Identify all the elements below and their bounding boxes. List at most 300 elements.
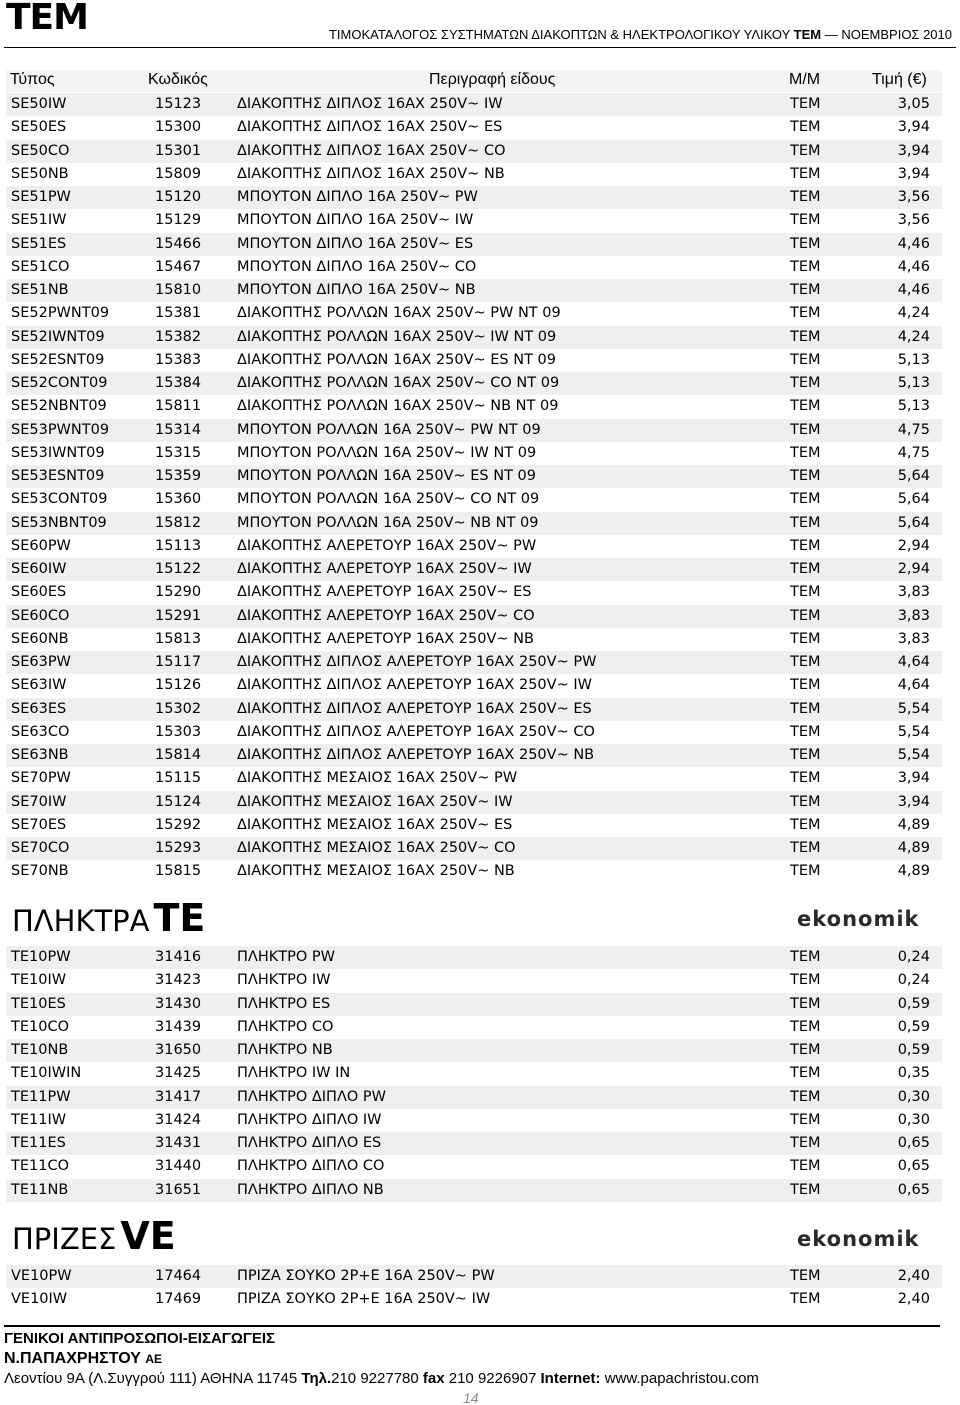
row-code: 15383	[155, 351, 202, 368]
table-row	[6, 1132, 942, 1155]
row-description: ΜΠΟΥΤΟΝ ΡΟΛΛΩΝ 16A 250V~ CO NT 09	[237, 491, 540, 508]
column-header-price: Τιμή (€)	[872, 71, 927, 88]
table-row	[6, 698, 942, 721]
row-description: ΠΛΗΚΤΡΟ ΔΙΠΛΟ ES	[237, 1135, 382, 1151]
row-description: ΔΙΑΚΟΠΤΗΣ ΔΙΠΛΟΣ ΑΛΕΡΕΤΟΥΡ 16AX 250V~ CO	[237, 723, 595, 740]
row-type: TE10IW	[11, 972, 67, 989]
row-unit: TEM	[790, 1268, 821, 1284]
row-price: 4,64	[897, 654, 930, 670]
row-type: SE50IW	[11, 96, 67, 112]
table-row	[6, 488, 942, 511]
row-description: ΔΙΑΚΟΠΤΗΣ ΡΟΛΛΩΝ 16AX 250V~ NB NT 09	[237, 398, 559, 415]
row-description: ΔΙΑΚΟΠΤΗΣ ΔΙΠΛΟΣ ΑΛΕΡΕΤΟΥΡ 16AX 250V~ ES	[237, 700, 592, 717]
row-description: ΔΙΑΚΟΠΤΗΣ ΜΕΣΑΙΟΣ 16AX 250V~ PW	[237, 770, 518, 787]
row-unit: TEM	[790, 328, 821, 345]
row-unit: TEM	[790, 212, 821, 229]
row-price: 3,94	[897, 770, 930, 787]
table-row	[6, 233, 942, 256]
row-code: 15303	[155, 723, 202, 740]
section-title-keys-text: ΠΛΗΚΤΡΑ	[12, 904, 150, 938]
table-row	[6, 1062, 942, 1085]
row-code: 15384	[155, 375, 202, 391]
row-unit: TEM	[790, 119, 821, 136]
row-price: 5,64	[897, 491, 930, 508]
row-unit: TEM	[790, 514, 821, 531]
row-code: 17469	[155, 1291, 202, 1308]
row-price: 0,65	[897, 1181, 930, 1198]
row-description: ΜΠΟΥΤΟΝ ΡΟΛΛΩΝ 16A 250V~ NB NT 09	[237, 514, 539, 531]
row-type: SE70CO	[11, 840, 70, 856]
row-description: ΜΠΟΥΤΟΝ ΡΟΛΛΩΝ 16A 250V~ ES NT 09	[237, 468, 537, 484]
table-row	[6, 1155, 942, 1178]
row-type: SE53ESNT09	[11, 468, 105, 484]
table-row	[6, 349, 942, 372]
row-description: ΔΙΑΚΟΠΤΗΣ ΔΙΠΛΟΣ 16AX 250V~ IW	[237, 96, 503, 112]
row-code: 15124	[155, 793, 202, 810]
row-code: 15126	[155, 677, 202, 694]
row-unit: TEM	[790, 1042, 821, 1058]
row-description: ΠΛΗΚΤΡΟ NB	[237, 1042, 333, 1058]
row-code: 15811	[155, 398, 202, 415]
row-description: ΜΠΟΥΤΟΝ ΔΙΠΛΟ 16A 250V~ NB	[237, 282, 476, 298]
row-type: SE60CO	[11, 607, 70, 624]
table-row	[6, 140, 942, 163]
row-code: 15300	[155, 119, 202, 136]
row-description: ΠΛΗΚΤΡΟ ES	[237, 995, 331, 1012]
row-type: TE10PW	[11, 949, 71, 965]
ekonomik-logo-sockets: ekonomik	[797, 1227, 920, 1251]
row-unit: TEM	[790, 258, 821, 275]
footer-fax-label: fax	[422, 1370, 445, 1387]
row-unit: TEM	[790, 972, 821, 989]
row-unit: TEM	[790, 235, 821, 252]
row-type: SE51PW	[11, 189, 71, 205]
table-row	[6, 969, 942, 992]
footer-website[interactable]: www.papachristou.com	[604, 1370, 759, 1387]
row-unit: TEM	[790, 1111, 821, 1128]
catalog-title	[329, 27, 952, 42]
row-code: 31417	[155, 1088, 202, 1105]
table-row	[6, 442, 942, 465]
row-description: ΔΙΑΚΟΠΤΗΣ ΡΟΛΛΩΝ 16AX 250V~ ES NT 09	[237, 351, 557, 368]
row-code: 15290	[155, 584, 202, 601]
row-description: ΠΛΗΚΤΡΟ ΔΙΠΛΟ NB	[237, 1181, 384, 1198]
footer-fax: 210 9226907	[448, 1370, 537, 1387]
table-row	[6, 628, 942, 651]
row-type: TE11NB	[11, 1181, 69, 1198]
row-unit: TEM	[790, 863, 821, 880]
row-price: 4,75	[897, 444, 930, 461]
row-price: 4,46	[897, 235, 930, 252]
row-type: SE51IW	[11, 212, 67, 229]
row-unit: TEM	[790, 677, 821, 694]
row-price: 2,40	[897, 1268, 930, 1284]
footer-divider	[4, 1325, 940, 1327]
row-description: ΔΙΑΚΟΠΤΗΣ ΔΙΠΛΟΣ 16AX 250V~ NB	[237, 165, 505, 182]
row-type: SE53PWNT09	[11, 421, 110, 438]
row-price: 0,59	[897, 995, 930, 1012]
section-title-keys	[12, 896, 205, 940]
table-row	[6, 186, 942, 209]
row-price: 4,46	[897, 258, 930, 275]
row-code: 15466	[155, 235, 202, 252]
row-description: ΠΛΗΚΤΡΟ IW	[237, 972, 331, 989]
row-code: 15381	[155, 305, 202, 322]
row-description: ΠΛΗΚΤΡΟ PW	[237, 949, 335, 965]
row-unit: TEM	[790, 630, 821, 647]
row-type: SE60PW	[11, 537, 71, 554]
row-code: 31439	[155, 1018, 202, 1035]
price-table-keys	[6, 946, 942, 1202]
row-description: ΠΡΙΖΑ ΣΟΥΚΟ 2P+E 16A 250V~ IW	[237, 1291, 491, 1308]
row-description: ΔΙΑΚΟΠΤΗΣ ΔΙΠΛΟΣ 16AX 250V~ ES	[237, 119, 503, 136]
row-price: 3,56	[897, 189, 930, 205]
row-code: 15129	[155, 212, 202, 229]
footer-tel: 210 9227780	[331, 1370, 419, 1387]
row-code: 31430	[155, 995, 202, 1012]
row-price: 0,59	[897, 1042, 930, 1058]
row-unit: TEM	[790, 840, 821, 856]
row-description: ΠΛΗΚΤΡΟ IW IN	[237, 1065, 351, 1082]
row-description: ΠΛΗΚΤΡΟ ΔΙΠΛΟ CO	[237, 1158, 385, 1175]
row-type: TE10IWIN	[11, 1065, 82, 1082]
row-type: SE60NB	[11, 630, 69, 647]
row-code: 31650	[155, 1042, 202, 1058]
row-description: ΠΛΗΚΤΡΟ CO	[237, 1018, 334, 1035]
row-type: SE50ES	[11, 119, 67, 136]
row-unit: TEM	[790, 189, 821, 205]
row-description: ΔΙΑΚΟΠΤΗΣ ΡΟΛΛΩΝ 16AX 250V~ PW NT 09	[237, 305, 561, 322]
table-row	[6, 1039, 942, 1062]
row-price: 3,83	[897, 584, 930, 601]
row-type: SE63IW	[11, 677, 67, 694]
row-code: 15120	[155, 189, 202, 205]
row-description: ΔΙΑΚΟΠΤΗΣ ΜΕΣΑΙΟΣ 16AX 250V~ IW	[237, 793, 513, 810]
row-unit: TEM	[790, 723, 821, 740]
row-type: SE60ES	[11, 584, 67, 601]
table-row	[6, 721, 942, 744]
column-header-code: Κωδικός	[148, 71, 208, 88]
row-description: ΜΠΟΥΤΟΝ ΔΙΠΛΟ 16A 250V~ IW	[237, 212, 474, 229]
row-code: 31651	[155, 1181, 202, 1198]
price-table-sockets	[6, 1265, 942, 1312]
row-unit: TEM	[790, 1018, 821, 1035]
row-code: 15117	[155, 654, 202, 670]
row-description: ΠΛΗΚΤΡΟ ΔΙΠΛΟ PW	[237, 1088, 386, 1105]
row-unit: TEM	[790, 468, 821, 484]
table-row	[6, 651, 942, 674]
row-code: 15302	[155, 700, 202, 717]
row-type: SE51ES	[11, 235, 67, 252]
row-unit: TEM	[790, 351, 821, 368]
row-price: 0,35	[897, 1065, 930, 1082]
row-type: TE11CO	[11, 1158, 70, 1175]
table-row	[6, 512, 942, 535]
row-unit: TEM	[790, 584, 821, 601]
row-type: SE51NB	[11, 282, 69, 298]
row-description: ΜΠΟΥΤΟΝ ΡΟΛΛΩΝ 16A 250V~ IW NT 09	[237, 444, 537, 461]
row-unit: TEM	[790, 1291, 821, 1308]
row-description: ΔΙΑΚΟΠΤΗΣ ΔΙΠΛΟΣ ΑΛΕΡΕΤΟΥΡ 16AX 250V~ PW	[237, 654, 597, 670]
row-price: 0,24	[897, 949, 930, 965]
row-code: 15815	[155, 863, 202, 880]
table-row	[6, 93, 942, 116]
row-price: 0,65	[897, 1158, 930, 1175]
row-description: ΠΡΙΖΑ ΣΟΥΚΟ 2P+E 16A 250V~ PW	[237, 1268, 495, 1284]
row-price: 3,05	[897, 96, 930, 112]
row-price: 4,89	[897, 840, 930, 856]
row-type: SE63PW	[11, 654, 71, 670]
table-row	[6, 1016, 942, 1039]
catalog-title-date: — ΝΟΕΜΒΡΙΟΣ 2010	[824, 27, 952, 42]
catalog-title-prefix: ΤΙΜΟΚΑΤΑΛΟΓΟΣ ΣΥΣΤΗΜΑΤΩΝ ΔΙΑΚΟΠΤΩΝ & ΗΛΕΚΤΡΟΛΟΓΙΚΟΥ ΥΛΙΚΟΥ	[328, 27, 791, 42]
row-code: 15291	[155, 607, 202, 624]
row-code: 31425	[155, 1065, 202, 1082]
row-code: 15301	[155, 142, 202, 159]
row-code: 31431	[155, 1135, 202, 1151]
table-row	[6, 1109, 942, 1132]
table-row	[6, 372, 942, 395]
row-code: 15314	[155, 421, 202, 438]
table-row	[6, 581, 942, 604]
row-unit: TEM	[790, 1135, 821, 1151]
row-type: VE10IW	[11, 1291, 68, 1308]
row-price: 5,13	[897, 398, 930, 415]
section-title-sockets-text: ΠΡΙΖΕΣ	[12, 1222, 117, 1256]
footer-address: Λεοντίου 9Α (Λ.Συγγρού 111) ΑΘΗΝΑ 11745	[4, 1370, 298, 1387]
row-unit: TEM	[790, 165, 821, 182]
row-type: SE50NB	[11, 165, 69, 182]
row-type: TE10ES	[11, 995, 66, 1012]
row-description: ΔΙΑΚΟΠΤΗΣ ΑΛΕΡΕΤΟΥΡ 16AX 250V~ IW	[237, 561, 532, 577]
footer-company-suffix: ΑΕ	[145, 1352, 162, 1366]
row-unit: TEM	[790, 700, 821, 717]
table-row	[6, 465, 942, 488]
row-unit: TEM	[790, 793, 821, 810]
row-code: 15814	[155, 747, 202, 763]
row-unit: TEM	[790, 816, 821, 833]
row-type: SE53IWNT09	[11, 444, 105, 461]
table-row	[6, 326, 942, 349]
table-row	[6, 1179, 942, 1202]
row-description: ΔΙΑΚΟΠΤΗΣ ΜΕΣΑΙΟΣ 16AX 250V~ CO	[237, 840, 516, 856]
row-type: SE70NB	[11, 863, 69, 880]
row-code: 15812	[155, 514, 202, 531]
row-code: 17464	[155, 1268, 202, 1284]
row-description: ΜΠΟΥΤΟΝ ΔΙΠΛΟ 16A 250V~ CO	[237, 258, 477, 275]
row-type: SE52PWNT09	[11, 305, 110, 322]
row-type: TE10NB	[11, 1042, 69, 1058]
catalog-title-brand: TEM	[793, 27, 822, 42]
row-description: ΜΠΟΥΤΟΝ ΡΟΛΛΩΝ 16A 250V~ PW NT 09	[237, 421, 541, 438]
row-type: SE63CO	[11, 723, 70, 740]
row-unit: TEM	[790, 142, 821, 159]
row-code: 15113	[155, 537, 202, 554]
row-type: SE70ES	[11, 816, 67, 833]
row-price: 4,64	[897, 677, 930, 694]
row-code: 15813	[155, 630, 202, 647]
table-row	[6, 837, 942, 860]
row-description: ΔΙΑΚΟΠΤΗΣ ΜΕΣΑΙΟΣ 16AX 250V~ ES	[237, 816, 513, 833]
row-type: SE50CO	[11, 142, 70, 159]
row-price: 0,30	[897, 1088, 930, 1105]
row-price: 2,40	[897, 1291, 930, 1308]
row-price: 2,94	[897, 561, 930, 577]
row-price: 4,75	[897, 421, 930, 438]
row-unit: TEM	[790, 1181, 821, 1198]
row-unit: TEM	[790, 444, 821, 461]
table-row	[6, 535, 942, 558]
footer-company	[4, 1350, 162, 1368]
table-row	[6, 946, 942, 969]
row-price: 4,46	[897, 282, 930, 298]
table-row	[6, 209, 942, 232]
page-number: 14	[463, 1390, 479, 1405]
row-type: SE52NBNT09	[11, 398, 107, 415]
row-description: ΔΙΑΚΟΠΤΗΣ ΡΟΛΛΩΝ 16AX 250V~ IW NT 09	[237, 328, 557, 345]
row-code: 15115	[155, 770, 202, 787]
row-code: 15382	[155, 328, 202, 345]
row-price: 0,65	[897, 1135, 930, 1151]
row-price: 5,13	[897, 375, 930, 391]
footer-contact	[4, 1370, 759, 1387]
row-type: SE63NB	[11, 747, 69, 763]
row-unit: TEM	[790, 421, 821, 438]
row-unit: TEM	[790, 305, 821, 322]
row-description: ΔΙΑΚΟΠΤΗΣ ΑΛΕΡΕΤΟΥΡ 16AX 250V~ PW	[237, 537, 537, 554]
row-price: 5,64	[897, 514, 930, 531]
tem-logo: TEM	[6, 0, 88, 38]
table-row	[6, 302, 942, 325]
column-header-description: Περιγραφή είδους	[429, 71, 556, 88]
row-price: 5,54	[897, 723, 930, 740]
row-unit: TEM	[790, 398, 821, 415]
section-title-sockets-code: VE	[120, 1214, 176, 1258]
row-unit: TEM	[790, 607, 821, 624]
row-unit: TEM	[790, 561, 821, 577]
row-unit: TEM	[790, 654, 821, 670]
row-unit: TEM	[790, 1088, 821, 1105]
row-description: ΔΙΑΚΟΠΤΗΣ ΑΛΕΡΕΤΟΥΡ 16AX 250V~ NB	[237, 630, 534, 647]
row-type: SE70IW	[11, 793, 67, 810]
row-description: ΔΙΑΚΟΠΤΗΣ ΡΟΛΛΩΝ 16AX 250V~ CO NT 09	[237, 375, 560, 391]
row-description: ΜΠΟΥΤΟΝ ΔΙΠΛΟ 16A 250V~ ES	[237, 235, 474, 252]
table-row	[6, 1086, 942, 1109]
footer-company-name: Ν.ΠΑΠΑΧΡΗΣΤΟΥ	[4, 1350, 141, 1367]
table-row	[6, 1288, 942, 1311]
row-type: SE53CONT09	[11, 491, 108, 508]
table-row	[6, 1265, 942, 1288]
row-type: TE10CO	[11, 1018, 70, 1035]
row-unit: TEM	[790, 491, 821, 508]
row-code: 15360	[155, 491, 202, 508]
row-type: TE11ES	[11, 1135, 66, 1151]
row-price: 4,89	[897, 863, 930, 880]
row-type: SE70PW	[11, 770, 71, 787]
row-description: ΔΙΑΚΟΠΤΗΣ ΔΙΠΛΟΣ ΑΛΕΡΕΤΟΥΡ 16AX 250V~ NB	[237, 747, 595, 763]
row-description: ΔΙΑΚΟΠΤΗΣ ΔΙΠΛΟΣ ΑΛΕΡΕΤΟΥΡ 16AX 250V~ IW	[237, 677, 592, 694]
row-unit: TEM	[790, 949, 821, 965]
row-unit: TEM	[790, 537, 821, 554]
row-description: ΔΙΑΚΟΠΤΗΣ ΜΕΣΑΙΟΣ 16AX 250V~ NB	[237, 863, 515, 880]
row-price: 0,59	[897, 1018, 930, 1035]
table-row	[6, 674, 942, 697]
table-row	[6, 605, 942, 628]
price-table-switches	[6, 93, 942, 884]
row-price: 3,56	[897, 212, 930, 229]
row-description: ΔΙΑΚΟΠΤΗΣ ΑΛΕΡΕΤΟΥΡ 16AX 250V~ CO	[237, 607, 535, 624]
row-description: ΔΙΑΚΟΠΤΗΣ ΑΛΕΡΕΤΟΥΡ 16AX 250V~ ES	[237, 584, 532, 601]
row-price: 3,94	[897, 119, 930, 136]
row-unit: TEM	[790, 96, 821, 112]
row-price: 0,24	[897, 972, 930, 989]
row-type: VE10PW	[11, 1268, 72, 1284]
row-code: 31423	[155, 972, 202, 989]
row-unit: TEM	[790, 1065, 821, 1082]
row-code: 31424	[155, 1111, 202, 1128]
row-price: 5,54	[897, 747, 930, 763]
row-type: SE60IW	[11, 561, 67, 577]
row-code: 31440	[155, 1158, 202, 1175]
row-code: 15359	[155, 468, 202, 484]
row-code: 15467	[155, 258, 202, 275]
row-price: 3,94	[897, 142, 930, 159]
table-row	[6, 860, 942, 883]
footer-tel-label: Τηλ.	[301, 1370, 332, 1387]
footer-internet-label: Internet:	[540, 1370, 601, 1387]
row-price: 5,54	[897, 700, 930, 717]
row-price: 4,24	[897, 328, 930, 345]
table-row	[6, 744, 942, 767]
row-price: 3,94	[897, 793, 930, 810]
table-row	[6, 993, 942, 1016]
row-unit: TEM	[790, 770, 821, 787]
footer-agents: ΓΕΝΙΚΟΙ ΑΝΤΙΠΡΟΣΩΠΟΙ-ΕΙΣΑΓΩΓΕΙΣ	[4, 1330, 276, 1347]
row-code: 15809	[155, 165, 202, 182]
row-price: 3,83	[897, 630, 930, 647]
table-row	[6, 791, 942, 814]
row-type: TE11IW	[11, 1111, 67, 1128]
row-price: 0,30	[897, 1111, 930, 1128]
row-unit: TEM	[790, 1158, 821, 1175]
row-code: 15293	[155, 840, 202, 856]
table-row	[6, 814, 942, 837]
table-row	[6, 767, 942, 790]
row-unit: TEM	[790, 282, 821, 298]
row-price: 4,89	[897, 816, 930, 833]
row-code: 15122	[155, 561, 202, 577]
row-unit: TEM	[790, 375, 821, 391]
row-description: ΜΠΟΥΤΟΝ ΔΙΠΛΟ 16A 250V~ PW	[237, 189, 478, 205]
table-row	[6, 558, 942, 581]
row-price: 3,83	[897, 607, 930, 624]
table-row	[6, 163, 942, 186]
table-row	[6, 395, 942, 418]
row-price: 5,13	[897, 351, 930, 368]
column-header-type: Τύπος	[10, 71, 55, 88]
table-row	[6, 116, 942, 139]
header-divider	[4, 47, 956, 48]
row-unit: TEM	[790, 747, 821, 763]
row-type: TE11PW	[11, 1088, 71, 1105]
row-type: SE51CO	[11, 258, 70, 275]
table-row	[6, 279, 942, 302]
row-price: 5,64	[897, 468, 930, 484]
table-row	[6, 419, 942, 442]
table-row	[6, 256, 942, 279]
ekonomik-logo: ekonomik	[797, 907, 920, 931]
row-price: 4,24	[897, 305, 930, 322]
